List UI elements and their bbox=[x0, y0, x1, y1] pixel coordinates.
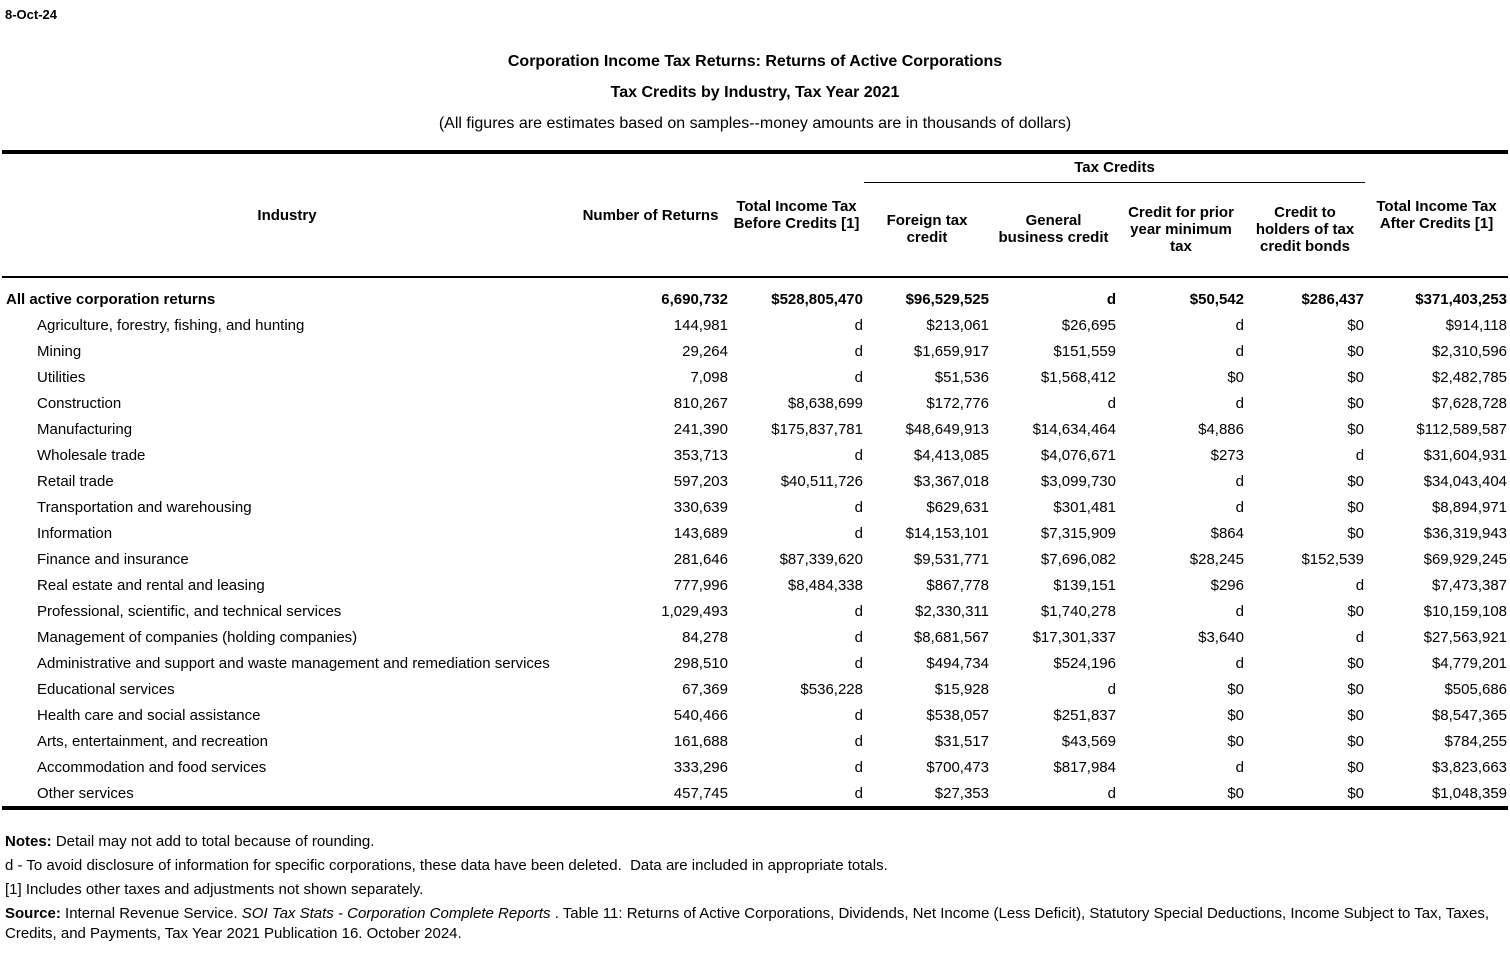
general-cell: $151,559 bbox=[1053, 342, 1116, 360]
general-cell: $1,568,412 bbox=[1040, 368, 1116, 386]
footnotes bbox=[5, 832, 1497, 944]
foreign-cell: $700,473 bbox=[926, 758, 989, 776]
industry-cell: Retail trade bbox=[37, 472, 114, 490]
returns-cell: 457,745 bbox=[673, 784, 728, 802]
returns-cell: 143,689 bbox=[673, 524, 728, 542]
general-cell: d bbox=[1107, 784, 1116, 802]
prior-cell: d bbox=[1235, 498, 1244, 516]
industry-cell: Administrative and support and waste management and remediation services bbox=[37, 654, 550, 672]
footnote-1: [1] Includes other taxes and adjustments not shown separately. bbox=[5, 881, 424, 898]
table-row bbox=[2, 277, 1508, 312]
col-header-industry: Industry bbox=[2, 154, 572, 277]
general-cell: $139,151 bbox=[1053, 576, 1116, 594]
foreign-cell: $9,531,771 bbox=[913, 550, 989, 568]
disclosure-note: d - To avoid disclosure of information for specific corporations, these data have been deleted. Data are included in appropriate totals. bbox=[5, 857, 888, 874]
after-cell: $8,547,365 bbox=[1431, 706, 1508, 724]
returns-cell: 810,267 bbox=[673, 394, 728, 412]
foreign-cell: $48,649,913 bbox=[905, 420, 989, 438]
after-cell: $4,779,201 bbox=[1431, 654, 1508, 672]
before-cell: $40,511,726 bbox=[780, 472, 863, 490]
prior-cell: d bbox=[1235, 758, 1244, 776]
bonds-cell: $0 bbox=[1347, 732, 1365, 750]
before-cell: d bbox=[854, 498, 863, 516]
before-cell: d bbox=[854, 316, 863, 334]
general-cell: d bbox=[1107, 394, 1116, 412]
general-cell: $7,696,082 bbox=[1040, 550, 1116, 568]
general-cell: $301,481 bbox=[1053, 498, 1116, 516]
returns-cell: 333,296 bbox=[673, 758, 728, 776]
foreign-cell: $1,659,917 bbox=[913, 342, 989, 360]
after-cell: $34,043,404 bbox=[1423, 472, 1508, 490]
general-cell: $524,196 bbox=[1053, 654, 1116, 672]
report-title-line1: Corporation Income Tax Returns: Returns of Active Corporations bbox=[507, 53, 1003, 70]
table-row bbox=[2, 598, 1508, 624]
general-cell: $4,076,671 bbox=[1040, 446, 1116, 464]
foreign-cell: $3,367,018 bbox=[913, 472, 989, 490]
before-cell: d bbox=[854, 732, 863, 750]
bonds-cell: $0 bbox=[1347, 420, 1365, 438]
after-cell: $784,255 bbox=[1444, 732, 1508, 750]
industry-cell: Accommodation and food services bbox=[37, 758, 267, 776]
bonds-cell: $0 bbox=[1347, 472, 1365, 490]
after-cell: $27,563,921 bbox=[1423, 628, 1508, 646]
foreign-cell: $96,529,525 bbox=[905, 291, 989, 308]
general-cell: d bbox=[1107, 680, 1116, 698]
bonds-cell: $0 bbox=[1347, 602, 1365, 620]
foreign-cell: $4,413,085 bbox=[913, 446, 989, 464]
table-row bbox=[2, 364, 1508, 390]
before-cell: d bbox=[854, 602, 863, 620]
foreign-cell: $867,778 bbox=[926, 576, 989, 594]
after-cell: $3,823,663 bbox=[1431, 758, 1508, 776]
prior-cell: d bbox=[1235, 316, 1244, 334]
industry-cell: Real estate and rental and leasing bbox=[37, 576, 265, 594]
source-publication: SOI Tax Stats - Corporation Complete Reports bbox=[241, 905, 551, 922]
prior-cell: $0 bbox=[1227, 784, 1244, 802]
table-row bbox=[2, 442, 1508, 468]
returns-cell: 353,713 bbox=[673, 446, 728, 464]
foreign-cell: $538,057 bbox=[926, 706, 989, 724]
industry-cell: Health care and social assistance bbox=[37, 706, 261, 724]
bonds-cell: d bbox=[1355, 628, 1365, 646]
bonds-cell: $286,437 bbox=[1301, 291, 1365, 308]
prior-cell: $0 bbox=[1227, 706, 1244, 724]
table-bottom-rule bbox=[2, 806, 1508, 810]
foreign-cell: $629,631 bbox=[926, 498, 989, 516]
source-label: Source: bbox=[5, 905, 61, 922]
industry-cell: Management of companies (holding companies) bbox=[37, 628, 358, 646]
general-cell: $17,301,337 bbox=[1032, 628, 1116, 646]
industry-cell: Utilities bbox=[37, 368, 86, 386]
table-row bbox=[2, 650, 1508, 676]
prior-cell: $296 bbox=[1210, 576, 1244, 594]
prior-cell: $273 bbox=[1210, 446, 1244, 464]
bonds-cell: $0 bbox=[1347, 680, 1365, 698]
before-cell: $87,339,620 bbox=[779, 550, 863, 568]
col-header-tax-credit-bonds: Credit to holders of tax credit bonds bbox=[1245, 182, 1365, 277]
source-note: Source: Internal Revenue Service. SOI Tax Stats - Corporation Complete Reports . Table 11: Returns of Active Corporations, Dividends, Net Income (Less Deficit), Statutory Special Deductions, Income Subject to Tax, Taxes, Credits, and Payments, Tax Year 2021 Publication 16. October 2024. bbox=[5, 905, 1490, 942]
table-row bbox=[2, 416, 1508, 442]
industry-cell: Professional, scientific, and technical services bbox=[37, 602, 342, 620]
returns-cell: 281,646 bbox=[673, 550, 728, 568]
before-cell: $536,228 bbox=[800, 680, 863, 698]
returns-cell: 540,466 bbox=[673, 706, 728, 724]
col-header-number-of-returns: Number of Returns bbox=[572, 154, 729, 277]
industry-cell: Arts, entertainment, and recreation bbox=[37, 732, 268, 750]
col-header-total-tax-before-credits: Total Income Tax Before Credits [1] bbox=[729, 154, 864, 277]
table-row bbox=[2, 676, 1508, 702]
foreign-cell: $51,536 bbox=[934, 368, 989, 386]
prior-cell: d bbox=[1235, 394, 1244, 412]
date-label: 8-Oct-24 bbox=[5, 7, 58, 22]
table-row bbox=[2, 780, 1508, 806]
industry-cell: Agriculture, forestry, fishing, and hunting bbox=[37, 316, 305, 334]
prior-cell: $0 bbox=[1227, 732, 1244, 750]
group-header-tax-credits: Tax Credits bbox=[864, 154, 1365, 182]
report-titles bbox=[0, 46, 1510, 139]
prior-cell: d bbox=[1235, 472, 1244, 490]
after-cell: $2,482,785 bbox=[1431, 368, 1508, 386]
after-cell: $112,589,587 bbox=[1416, 420, 1508, 438]
general-cell: $3,099,730 bbox=[1040, 472, 1116, 490]
before-cell: d bbox=[854, 342, 863, 360]
foreign-cell: $172,776 bbox=[926, 394, 989, 412]
industry-cell: All active corporation returns bbox=[6, 291, 216, 308]
after-cell: $69,929,245 bbox=[1423, 550, 1508, 568]
foreign-cell: $27,353 bbox=[934, 784, 989, 802]
foreign-cell: $2,330,311 bbox=[915, 602, 989, 620]
table-row bbox=[2, 520, 1508, 546]
returns-cell: 597,203 bbox=[673, 472, 728, 490]
before-cell: d bbox=[854, 368, 863, 386]
bonds-cell: $0 bbox=[1347, 706, 1365, 724]
returns-cell: 161,688 bbox=[673, 732, 728, 750]
after-cell: $7,473,387 bbox=[1431, 576, 1508, 594]
after-cell: $10,159,108 bbox=[1423, 602, 1508, 620]
returns-cell: 7,098 bbox=[690, 368, 728, 386]
after-cell: $1,048,359 bbox=[1431, 784, 1508, 802]
bonds-cell: d bbox=[1355, 576, 1365, 594]
table-row bbox=[2, 390, 1508, 416]
returns-cell: 6,690,732 bbox=[661, 291, 728, 308]
bonds-cell: $0 bbox=[1347, 758, 1365, 776]
prior-cell: $50,542 bbox=[1189, 291, 1244, 308]
bonds-cell: $0 bbox=[1347, 784, 1365, 802]
table-header bbox=[2, 154, 1508, 277]
before-cell: d bbox=[854, 446, 863, 464]
after-cell: $371,403,253 bbox=[1415, 291, 1508, 308]
foreign-cell: $15,928 bbox=[934, 680, 989, 698]
before-cell: d bbox=[854, 706, 863, 724]
industry-cell: Construction bbox=[37, 394, 122, 412]
before-cell: d bbox=[854, 758, 863, 776]
foreign-cell: $8,681,567 bbox=[913, 628, 989, 646]
bonds-cell: $0 bbox=[1347, 498, 1365, 516]
col-header-foreign-tax-credit: Foreign tax credit bbox=[864, 182, 990, 277]
before-cell: d bbox=[854, 524, 863, 542]
foreign-cell: $14,153,101 bbox=[905, 524, 989, 542]
industry-cell: Manufacturing bbox=[37, 420, 133, 438]
after-cell: $505,686 bbox=[1444, 680, 1508, 698]
bonds-cell: $152,539 bbox=[1301, 550, 1365, 568]
table-row bbox=[2, 702, 1508, 728]
table-row bbox=[2, 494, 1508, 520]
returns-cell: 144,981 bbox=[673, 316, 728, 334]
general-cell: $251,837 bbox=[1053, 706, 1116, 724]
general-cell: $7,315,909 bbox=[1040, 524, 1116, 542]
bonds-cell: $0 bbox=[1347, 368, 1365, 386]
returns-cell: 1,029,493 bbox=[661, 602, 728, 620]
general-cell: d bbox=[1106, 291, 1116, 308]
prior-cell: $4,886 bbox=[1198, 420, 1244, 438]
before-cell: $175,837,781 bbox=[771, 420, 863, 438]
prior-cell: d bbox=[1235, 602, 1244, 620]
before-cell: $528,805,470 bbox=[771, 291, 863, 308]
notes-label: Notes: bbox=[5, 833, 52, 850]
industry-cell: Finance and insurance bbox=[37, 550, 189, 568]
table-row bbox=[2, 338, 1508, 364]
after-cell: $7,628,728 bbox=[1431, 394, 1508, 412]
general-cell: $26,695 bbox=[1061, 316, 1116, 334]
industry-cell: Educational services bbox=[37, 680, 175, 698]
table-row bbox=[2, 572, 1508, 598]
table-body bbox=[2, 277, 1508, 806]
after-cell: $2,310,596 bbox=[1431, 342, 1508, 360]
returns-cell: 330,639 bbox=[673, 498, 728, 516]
table-row bbox=[2, 546, 1508, 572]
prior-cell: $0 bbox=[1227, 680, 1244, 698]
returns-cell: 777,996 bbox=[673, 576, 728, 594]
after-cell: $36,319,943 bbox=[1423, 524, 1508, 542]
general-cell: $1,740,278 bbox=[1040, 602, 1116, 620]
bonds-cell: d bbox=[1355, 446, 1365, 464]
prior-cell: d bbox=[1235, 342, 1244, 360]
prior-cell: d bbox=[1235, 654, 1244, 672]
table-row bbox=[2, 624, 1508, 650]
general-cell: $817,984 bbox=[1053, 758, 1116, 776]
after-cell: $914,118 bbox=[1445, 316, 1508, 334]
col-header-prior-year-minimum-tax-credit: Credit for prior year minimum tax bbox=[1117, 182, 1245, 277]
bonds-cell: $0 bbox=[1347, 316, 1365, 334]
table-row bbox=[2, 312, 1508, 338]
tax-credits-table bbox=[2, 154, 1508, 806]
industry-cell: Other services bbox=[37, 784, 134, 802]
col-header-general-business-credit: General business credit bbox=[990, 182, 1117, 277]
prior-cell: $864 bbox=[1210, 524, 1244, 542]
returns-cell: 67,369 bbox=[682, 680, 728, 698]
report-subtitle: (All figures are estimates based on samples--money amounts are in thousands of dollars) bbox=[438, 115, 1072, 132]
returns-cell: 241,390 bbox=[673, 420, 728, 438]
bonds-cell: $0 bbox=[1347, 342, 1365, 360]
before-cell: d bbox=[854, 628, 863, 646]
before-cell: d bbox=[854, 784, 863, 802]
report-title-line2: Tax Credits by Industry, Tax Year 2021 bbox=[610, 84, 900, 101]
before-cell: $8,484,338 bbox=[787, 576, 863, 594]
after-cell: $8,894,971 bbox=[1431, 498, 1508, 516]
bonds-cell: $0 bbox=[1347, 524, 1365, 542]
table-row bbox=[2, 728, 1508, 754]
before-cell: $8,638,699 bbox=[787, 394, 863, 412]
before-cell: d bbox=[854, 654, 863, 672]
general-cell: $43,569 bbox=[1061, 732, 1116, 750]
foreign-cell: $494,734 bbox=[926, 654, 989, 672]
returns-cell: 298,510 bbox=[673, 654, 728, 672]
industry-cell: Transportation and warehousing bbox=[37, 498, 252, 516]
bonds-cell: $0 bbox=[1347, 654, 1365, 672]
bonds-cell: $0 bbox=[1347, 394, 1365, 412]
industry-cell: Mining bbox=[37, 342, 82, 360]
industry-cell: Information bbox=[37, 524, 113, 542]
industry-cell: Wholesale trade bbox=[37, 446, 146, 464]
col-header-total-tax-after-credits: Total Income Tax After Credits [1] bbox=[1365, 154, 1508, 277]
prior-cell: $28,245 bbox=[1189, 550, 1244, 568]
table-row bbox=[2, 754, 1508, 780]
rounding-note: Notes: Detail may not add to total because of rounding. bbox=[5, 833, 375, 850]
after-cell: $31,604,931 bbox=[1423, 446, 1508, 464]
foreign-cell: $213,061 bbox=[926, 316, 989, 334]
table-row bbox=[2, 468, 1508, 494]
prior-cell: $3,640 bbox=[1198, 628, 1244, 646]
returns-cell: 29,264 bbox=[682, 342, 728, 360]
general-cell: $14,634,464 bbox=[1032, 420, 1116, 438]
prior-cell: $0 bbox=[1227, 368, 1244, 386]
foreign-cell: $31,517 bbox=[934, 732, 989, 750]
returns-cell: 84,278 bbox=[682, 628, 728, 646]
